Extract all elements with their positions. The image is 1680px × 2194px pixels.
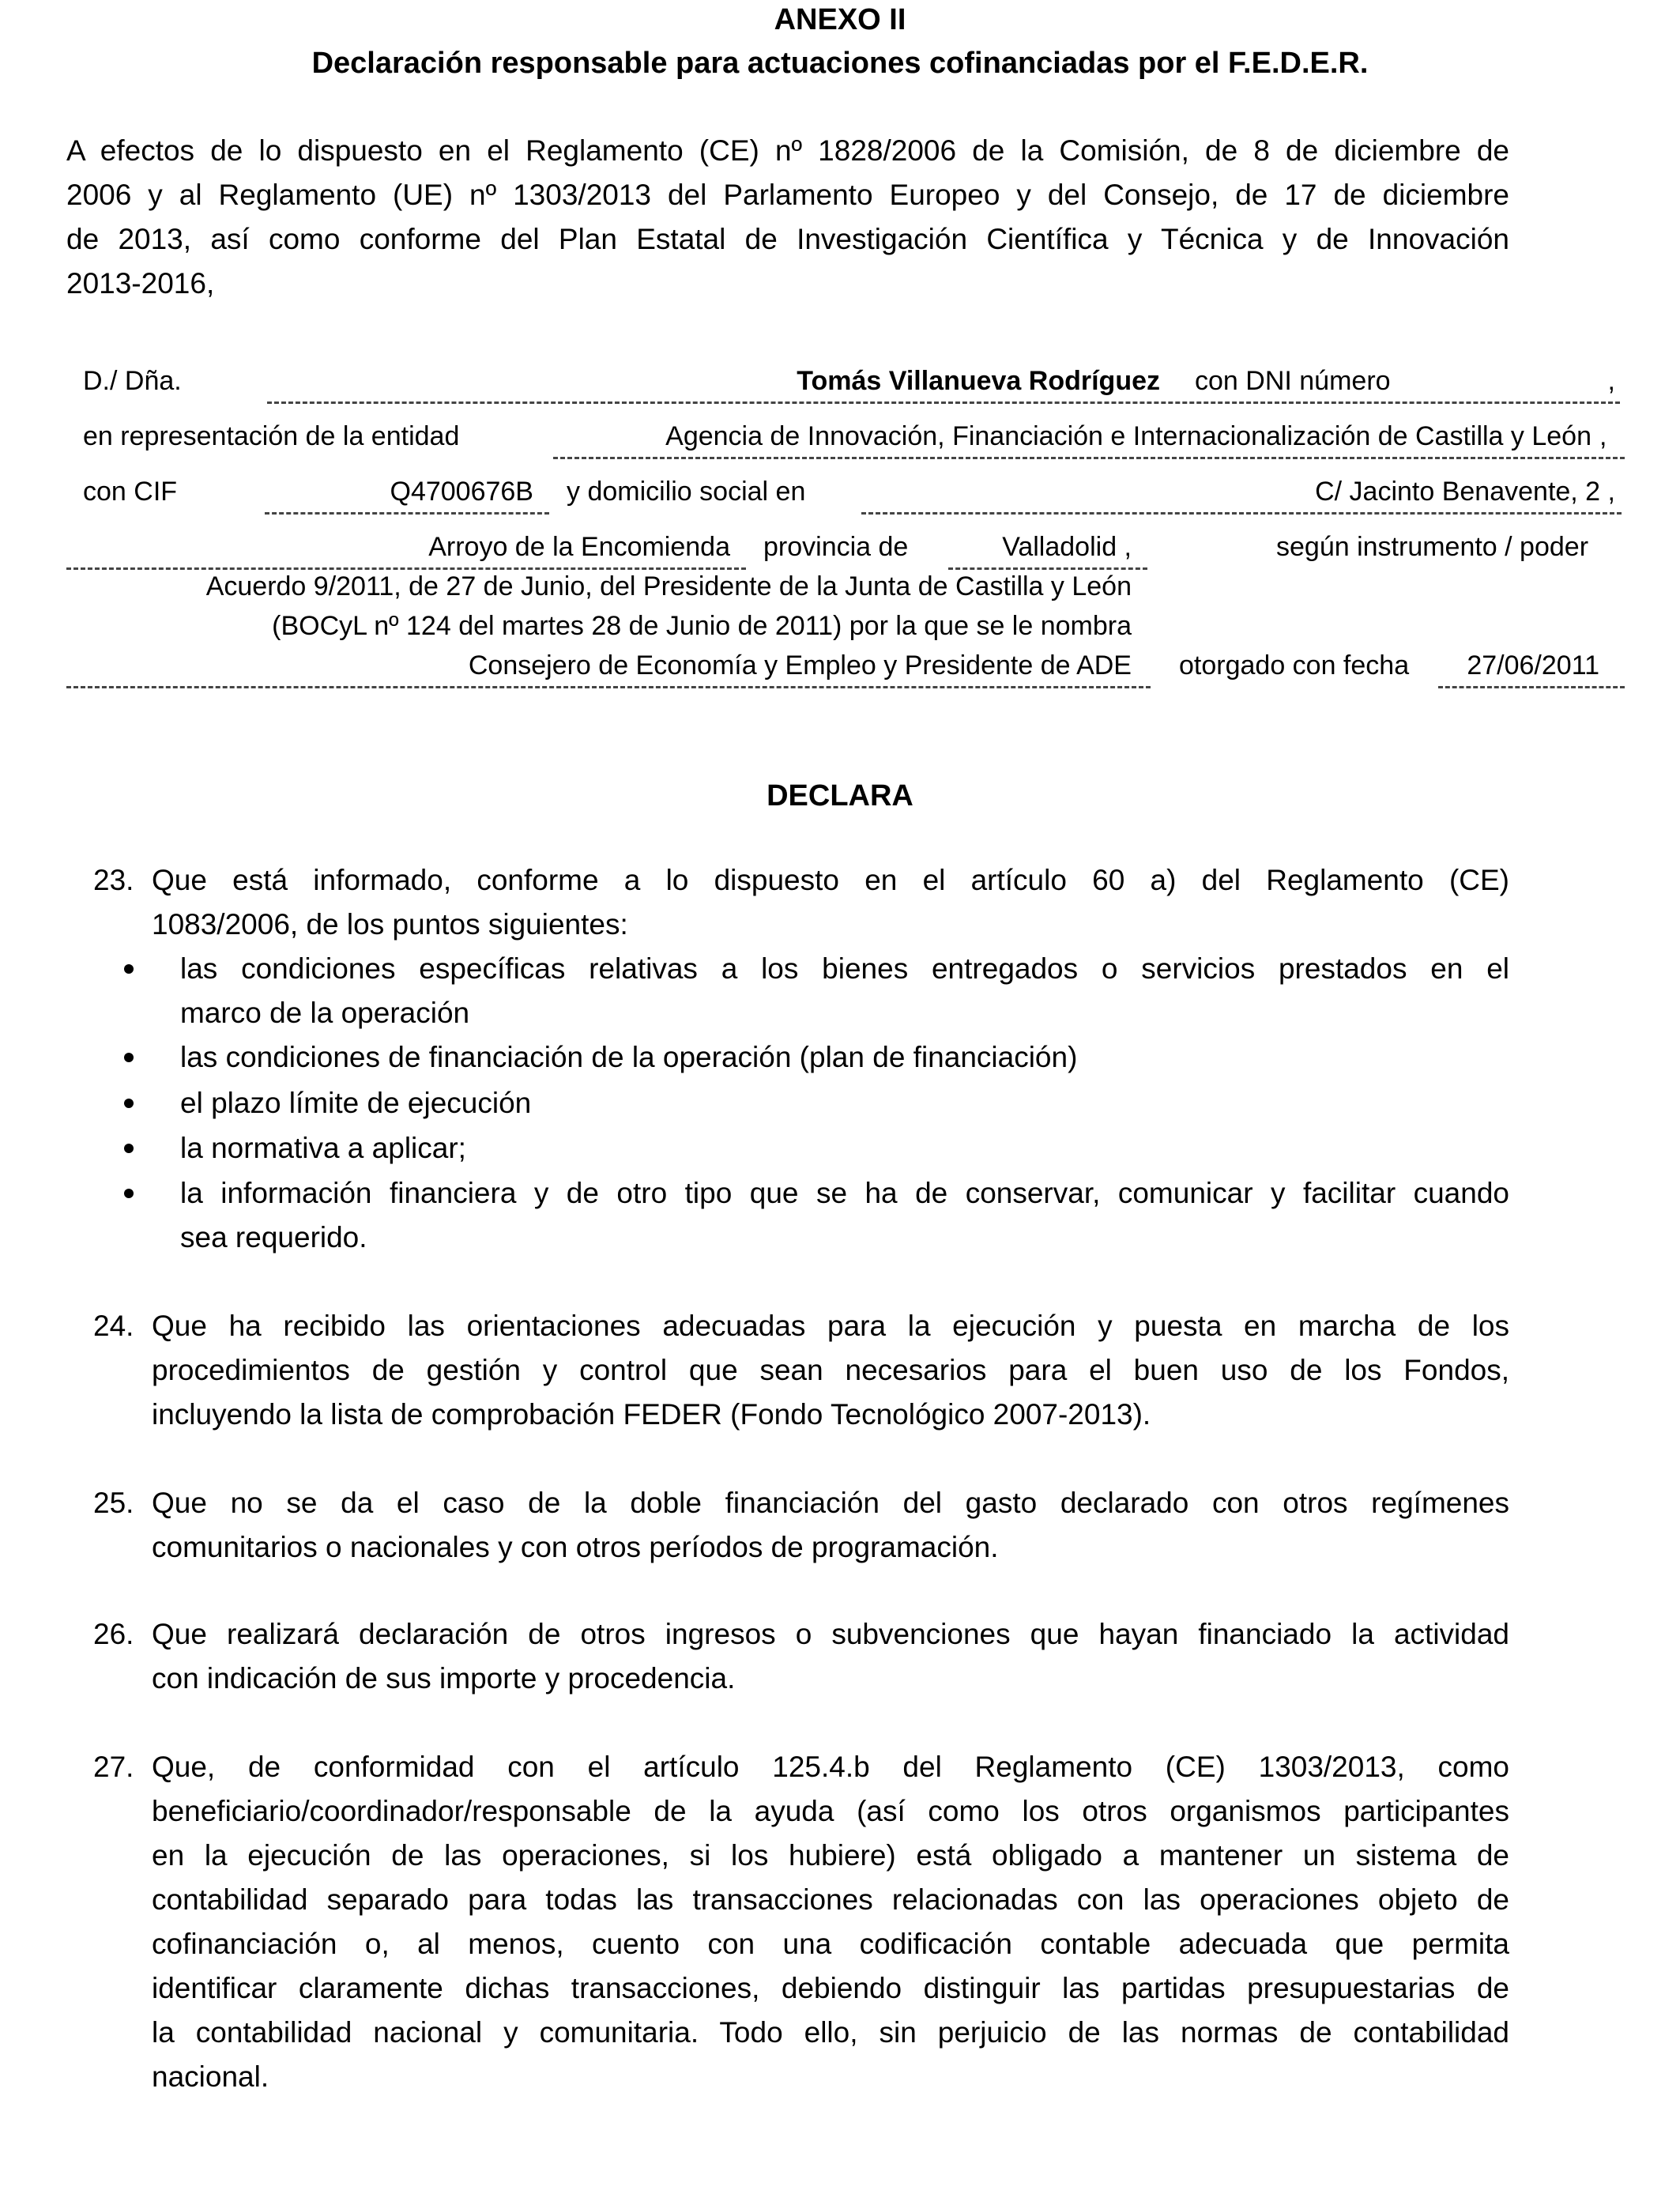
dni-label: con DNI número xyxy=(1195,366,1391,396)
bullet-item xyxy=(180,1171,1509,1260)
item-line: las condiciones de financiación de la operación (plan de financiación) xyxy=(180,1041,1078,1073)
item-number: 27. xyxy=(93,1751,134,1783)
item-number: 26. xyxy=(93,1618,134,1650)
cif-field[interactable]: Q4700676B xyxy=(390,477,533,507)
dashed-rule xyxy=(66,567,746,570)
item-line: la normativa a aplicar; xyxy=(180,1132,466,1164)
intro-line: A efectos de lo dispuesto en el Reglamento (CE) nº 1828/2006 de la Comisión, de 8 de diciembre de xyxy=(66,134,1509,167)
address-field[interactable]: C/ Jacinto Benavente, 2 , xyxy=(1315,477,1615,507)
declaration-item xyxy=(152,1304,1509,1437)
declaration-item xyxy=(152,858,1509,947)
date-label: otorgado con fecha xyxy=(1179,650,1410,680)
entity-comma: , xyxy=(1599,421,1607,451)
item-line: la información financiera y de otro tipo que se ha de conservar, comunicar y facilitar cuando xyxy=(180,1177,1509,1209)
province-field[interactable]: Valladolid , xyxy=(1002,532,1132,562)
item-line: Que está informado, conforme a lo dispuesto en el artículo 60 a) del Reglamento (CE) xyxy=(152,864,1509,896)
entity-field[interactable]: Agencia de Innovación, Financiación e Internacionalización de Castilla y León xyxy=(665,421,1591,451)
name-label: D./ Dña. xyxy=(83,366,182,396)
bullet-icon xyxy=(124,1189,134,1198)
province-label: provincia de xyxy=(763,532,909,562)
bullet-icon xyxy=(124,1099,134,1108)
page-title: ANEXO II xyxy=(774,3,906,36)
item-line: nacional. xyxy=(152,2060,269,2093)
page-subtitle: Declaración responsable para actuaciones cofinanciadas por el F.E.D.E.R. xyxy=(311,47,1369,80)
entity-label: en representación de la entidad xyxy=(83,421,460,451)
declaration-item xyxy=(152,1612,1509,1701)
instrument-line[interactable]: Acuerdo 9/2011, de 27 de Junio, del Presidente de la Junta de Castilla y León xyxy=(205,571,1132,601)
item-line: incluyendo la lista de comprobación FEDER (Fondo Tecnológico 2007-2013). xyxy=(152,1398,1151,1431)
dni-field[interactable]: , xyxy=(1607,366,1615,396)
item-line: en la ejecución de las operaciones, si los hubiere) está obligado a mantener un sistema de xyxy=(152,1839,1509,1872)
address-label: y domicilio social en xyxy=(567,477,806,507)
bullet-item xyxy=(180,1081,1509,1125)
intro-line: 2006 y al Reglamento (UE) nº 1303/2013 del Parlamento Europeo y del Consejo, de 17 de diciembre xyxy=(66,179,1509,211)
intro-paragraph xyxy=(66,129,1509,306)
item-line: 1083/2006, de los puntos siguientes: xyxy=(152,908,628,941)
dashed-rule xyxy=(948,567,1147,570)
item-number: 25. xyxy=(93,1487,134,1519)
intro-line: de 2013, así como conforme del Plan Estatal de Investigación Científica y Técnica y de Innovación xyxy=(66,223,1509,255)
dashed-rule xyxy=(265,512,549,515)
bullet-icon xyxy=(124,1053,134,1062)
bullet-icon xyxy=(124,964,134,974)
name-field[interactable]: Tomás Villanueva Rodríguez xyxy=(797,366,1160,396)
intro-line: 2013-2016, xyxy=(66,267,215,300)
bullet-item xyxy=(180,1126,1509,1171)
item-line: sea requerido. xyxy=(180,1221,367,1253)
dashed-rule xyxy=(553,457,1625,459)
date-field[interactable]: 27/06/2011 xyxy=(1467,650,1599,680)
item-number: 23. xyxy=(93,864,134,896)
dashed-rule xyxy=(861,512,1622,515)
item-line: Que realizará declaración de otros ingresos o subvenciones que hayan financiado la actividad xyxy=(152,1618,1509,1650)
item-line: beneficiario/coordinador/responsable de la ayuda (así como los otros organismos participantes xyxy=(152,1795,1509,1827)
item-line: Que no se da el caso de la doble financiación del gasto declarado con otros regímenes xyxy=(152,1487,1509,1519)
item-number: 24. xyxy=(93,1310,134,1342)
item-line: la contabilidad nacional y comunitaria. Todo ello, sin perjuicio de las normas de contabilidad xyxy=(152,2016,1509,2049)
declaration-item xyxy=(152,1745,1509,2099)
bullet-item xyxy=(180,947,1509,1035)
declara-heading: DECLARA xyxy=(767,779,913,812)
dashed-rule xyxy=(1438,686,1625,688)
bullet-item xyxy=(180,1035,1509,1080)
instrument-line[interactable]: (BOCyL nº 124 del martes 28 de Junio de 2011) por la que se le nombra xyxy=(272,611,1132,641)
instrument-line[interactable]: Consejero de Economía y Empleo y Presidente de ADE xyxy=(468,650,1132,680)
item-line: procedimientos de gestión y control que sean necesarios para el buen uso de los Fondos, xyxy=(152,1354,1509,1386)
dashed-rule xyxy=(66,686,1151,688)
item-line: con indicación de sus importe y procedencia. xyxy=(152,1662,736,1695)
item-line: las condiciones específicas relativas a los bienes entregados o servicios prestados en el xyxy=(180,952,1509,985)
cif-label: con CIF xyxy=(83,477,178,507)
item-line: contabilidad separado para todas las transacciones relacionadas con las operaciones objeto de xyxy=(152,1883,1509,1916)
item-line: identificar claramente dichas transacciones, debiendo distinguir las partidas presupuestarias de xyxy=(152,1972,1509,2004)
item-line: Que ha recibido las orientaciones adecuadas para la ejecución y puesta en marcha de los xyxy=(152,1310,1509,1342)
item-line: marco de la operación xyxy=(180,997,470,1029)
instrument-label: según instrumento / poder xyxy=(1276,532,1589,562)
city-field[interactable]: Arroyo de la Encomienda xyxy=(428,532,730,562)
item-line: Que, de conformidad con el artículo 125.4.b del Reglamento (CE) 1303/2013, como xyxy=(152,1751,1509,1783)
item-line: el plazo límite de ejecución xyxy=(180,1087,532,1119)
item-line: comunitarios o nacionales y con otros períodos de programación. xyxy=(152,1531,999,1563)
item-line: cofinanciación o, al menos, cuento con una codificación contable adecuada que permita xyxy=(152,1928,1509,1960)
bullet-icon xyxy=(124,1144,134,1153)
dashed-rule xyxy=(267,401,1620,404)
declaration-item xyxy=(152,1481,1509,1570)
